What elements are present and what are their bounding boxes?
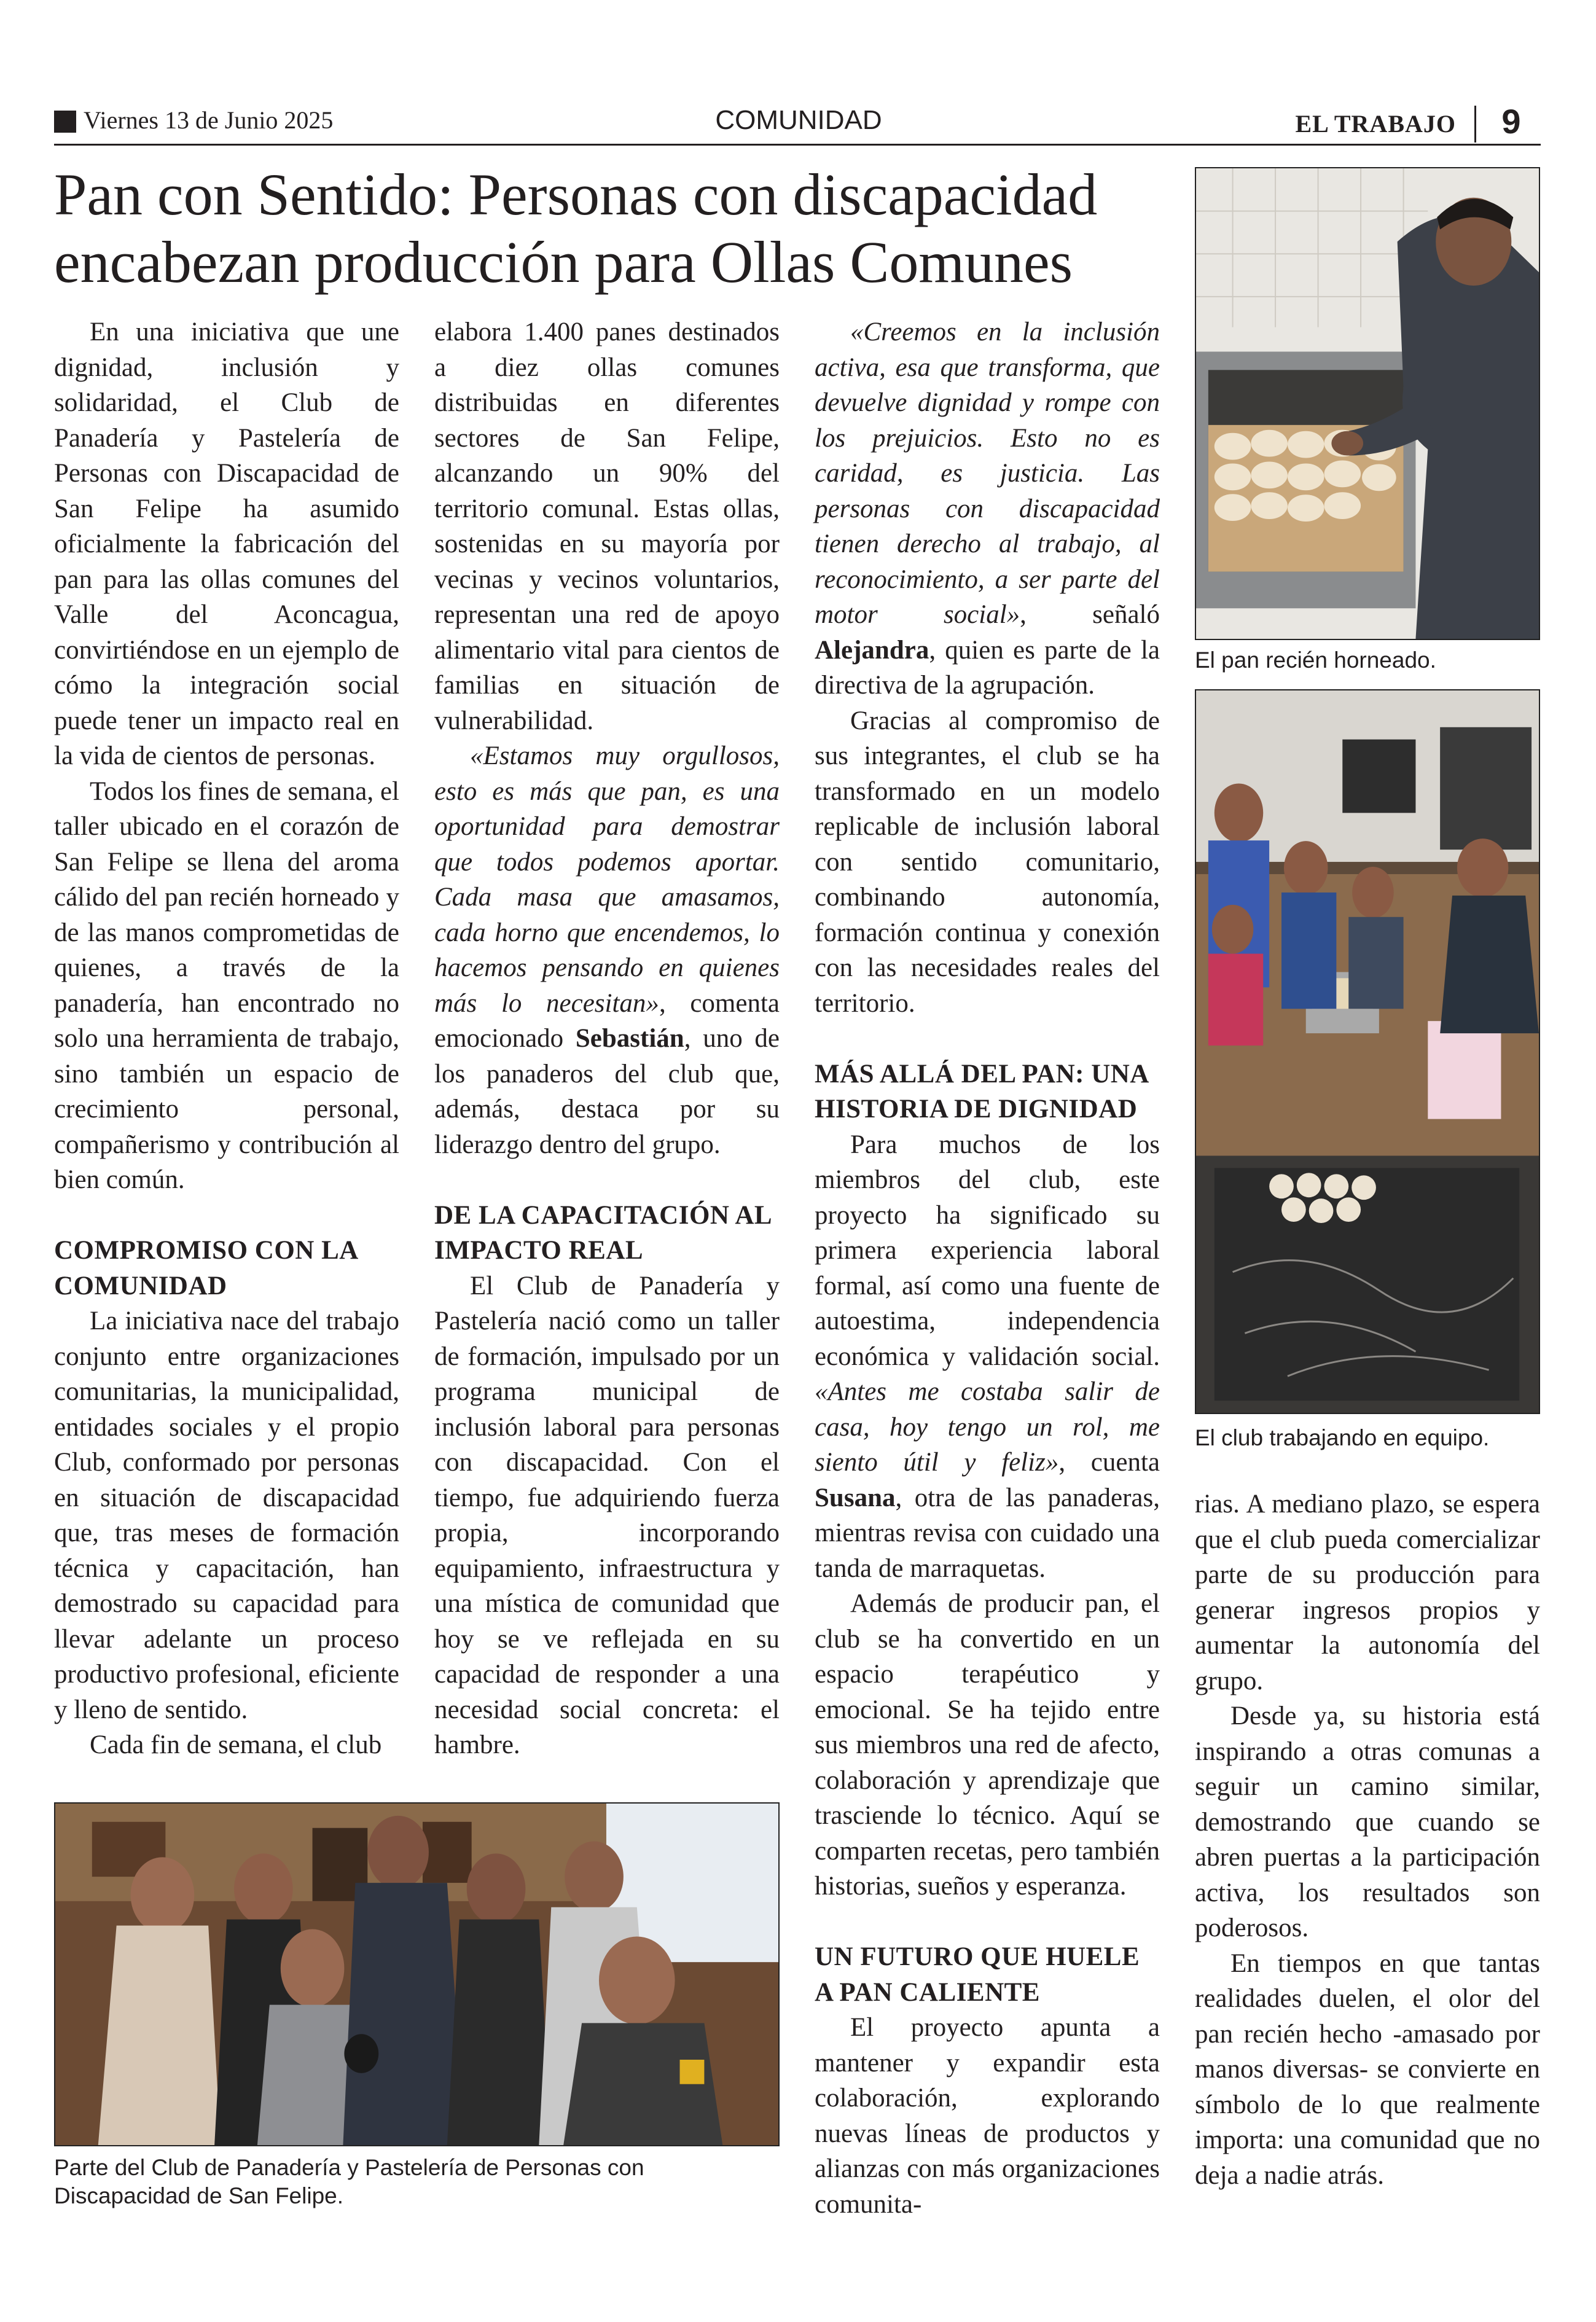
photo-oven-illustration	[1196, 168, 1539, 639]
section-name: COMUNIDAD	[715, 105, 882, 135]
subheading: COMPROMISO CON LA COMUNIDAD	[54, 1236, 358, 1300]
paragraph: En tiempos en que tantas realidades duelen, el olor del pan recién hecho -amasado por manos diversas- se convierte en símbolo de lo que realmente importa: una comunidad que no deja a nadie atrás.	[1195, 1949, 1540, 2190]
newspaper-name: EL TRABAJO	[1295, 110, 1456, 138]
article-column-4	[1195, 1487, 1540, 2193]
paragraph: elabora 1.400 panes destinados a diez ollas comunes distribuidas en diferentes sectores de San Felipe, alcanzando un 90% del territorio comunal. Estas ollas, sostenidas en su mayoría por vecinas y vecinos voluntarios, representan una red de apoyo alimentario vital para cientos de familias en situación de vulnerabilidad.	[434, 318, 780, 735]
paragraph: En una iniciativa que une dignidad, inclusión y solidaridad, el Club de Panadería y Pastelería de Personas con Discapacidad de San Felipe ha asumido oficialmente la fabricación del pan para las ollas comunes del Valle del Aconcagua, convirtiéndose en un ejemplo de cómo la integración social puede tener un impacto real en la vida de cientos de personas.	[54, 318, 399, 770]
subheading: DE LA CAPACITACIÓN AL IMPACTO REAL	[434, 1200, 771, 1265]
photo-caption: El club trabajando en equipo.	[1195, 1425, 1490, 1450]
paragraph: rias. A mediano plazo, se espera que el club pueda comercializar parte de su producción para generar ingresos propios y aumentar la autonomía del grupo.	[1195, 1490, 1540, 1695]
photo-team-working	[1195, 689, 1540, 1414]
subheading: MÁS ALLÁ DEL PAN: UNA HISTORIA DE DIGNIDAD	[815, 1059, 1148, 1124]
paragraph: Todos los fines de semana, el taller ubicado en el corazón de San Felipe se llena del aroma cálido del pan recién horneado y de las manos comprometidas de quienes, a través de la panadería, han encontrado no solo una herramienta de trabajo, sino también un espacio de crecimiento personal, compañerismo y contribución al bien común.	[54, 776, 399, 1194]
photo-group-portrait	[54, 1802, 780, 2146]
text: Para muchos de los miembros del club, este proyecto ha significado su primera experiencia laboral formal, así como una fuente de autoestima, independencia económica y validación social.	[815, 1130, 1160, 1371]
page-number: 9	[1501, 102, 1521, 141]
paragraph: Cada fin de semana, el club	[90, 1730, 382, 1759]
subheading: UN FUTURO QUE HUELE A PAN CALIENTE	[815, 1942, 1140, 2007]
quote: «Estamos muy orgullosos, esto es más que pan, es una oportunidad para demostrar que todos podemos aportar. Cada masa que amasamos, cada horno que encendemos, lo hacemos pensando en quienes más lo necesitan»	[434, 741, 780, 1018]
quote: «Antes me costaba salir de casa, hoy tengo un rol, me siento útil y feliz»	[815, 1377, 1160, 1477]
header-rule	[54, 144, 1541, 146]
quote-paragraph	[815, 1127, 1160, 1587]
text: , cuenta	[1058, 1448, 1160, 1477]
person-name: Sebastián	[575, 1024, 684, 1053]
article-column-1	[54, 315, 399, 1763]
photo-caption: El pan recién horneado.	[1195, 647, 1436, 673]
text: , uno de los panaderos del club que, además, destaca por su liderazgo dentro del grupo.	[434, 1024, 780, 1159]
paragraph: El proyecto apunta a mantener y expandir esta colaboración, explorando nuevas líneas de productos y alianzas con más organizaciones comunita-	[815, 2013, 1160, 2219]
quote-paragraph	[815, 315, 1160, 703]
photo-team-illustration	[1196, 690, 1539, 1413]
header-divider	[1474, 106, 1476, 143]
paragraph: La iniciativa nace del trabajo conjunto entre organizaciones comunitarias, la municipalidad, entidades sociales y el propio Club, conformado por personas en situación de discapacidad que, tras meses de formación técnica y capacitación, han demostrado su capacidad para llevar adelante un proceso productivo profesional, eficiente y lleno de sentido.	[54, 1307, 399, 1724]
text: , señaló	[1020, 600, 1160, 629]
issue-date: Viernes 13 de Junio 2025	[84, 106, 334, 134]
quote-paragraph	[434, 738, 780, 1162]
article-column-2	[434, 315, 780, 1763]
paragraph: Desde ya, su historia está inspirando a otras comunas a seguir un camino similar, demostrando que cuando se abren puertas a la participación activa, los resultados son poderosos.	[1195, 1702, 1540, 1942]
paragraph: El Club de Panadería y Pastelería nació como un taller de formación, impulsado por un programa municipal de inclusión laboral para personas con discapacidad. Con el tiempo, fue adquiriendo fuerza propia, incorporando equipamiento, infraestructura y una mística de comunidad que hoy se ve reflejada en su capacidad de responder a una necesidad social concreta: el hambre.	[434, 1271, 780, 1759]
text: , quien es parte de la directiva de la agrupación.	[815, 635, 1160, 700]
photo-caption: Parte del Club de Panadería y Pastelería de Personas con Discapacidad de San Felipe.	[54, 2155, 644, 2208]
photo-group-illustration	[55, 1804, 778, 2145]
article-column-3	[815, 315, 1160, 2222]
article-headline: Pan con Sentido: Personas con discapacidad encabezan producción para Ollas Comunes	[54, 162, 1098, 295]
paragraph: Además de producir pan, el club se ha convertido en un espacio terapéutico y emocional. Se ha tejido entre sus miembros una red de afecto, colaboración y aprendizaje que trasciende lo técnico. Aquí se comparten recetas, pero también historias, sueños y esperanza.	[815, 1589, 1160, 1901]
text: , comenta emocionado	[434, 988, 780, 1053]
text: , otra de las panaderas, mientras revisa con cuidado una tanda de marraquetas.	[815, 1483, 1160, 1583]
paragraph: Gracias al compromiso de sus integrantes, el club se ha transformado en un modelo replicable de inclusión laboral con sentido comunitario, combinando autonomía, formación continua y conexión con las necesidades reales del territorio.	[815, 706, 1160, 1018]
quote: «Creemos en la inclusión activa, esa que transforma, que devuelve dignidad y rompe con los prejuicios. Esto no es caridad, es justicia. Las personas con discapacidad tienen derecho al trabajo, al reconocimiento, a ser parte del motor social»	[815, 318, 1160, 629]
photo-oven-bread	[1195, 167, 1540, 640]
header-bullet	[54, 111, 76, 133]
person-name: Susana	[815, 1483, 896, 1512]
person-name: Alejandra	[815, 635, 929, 665]
